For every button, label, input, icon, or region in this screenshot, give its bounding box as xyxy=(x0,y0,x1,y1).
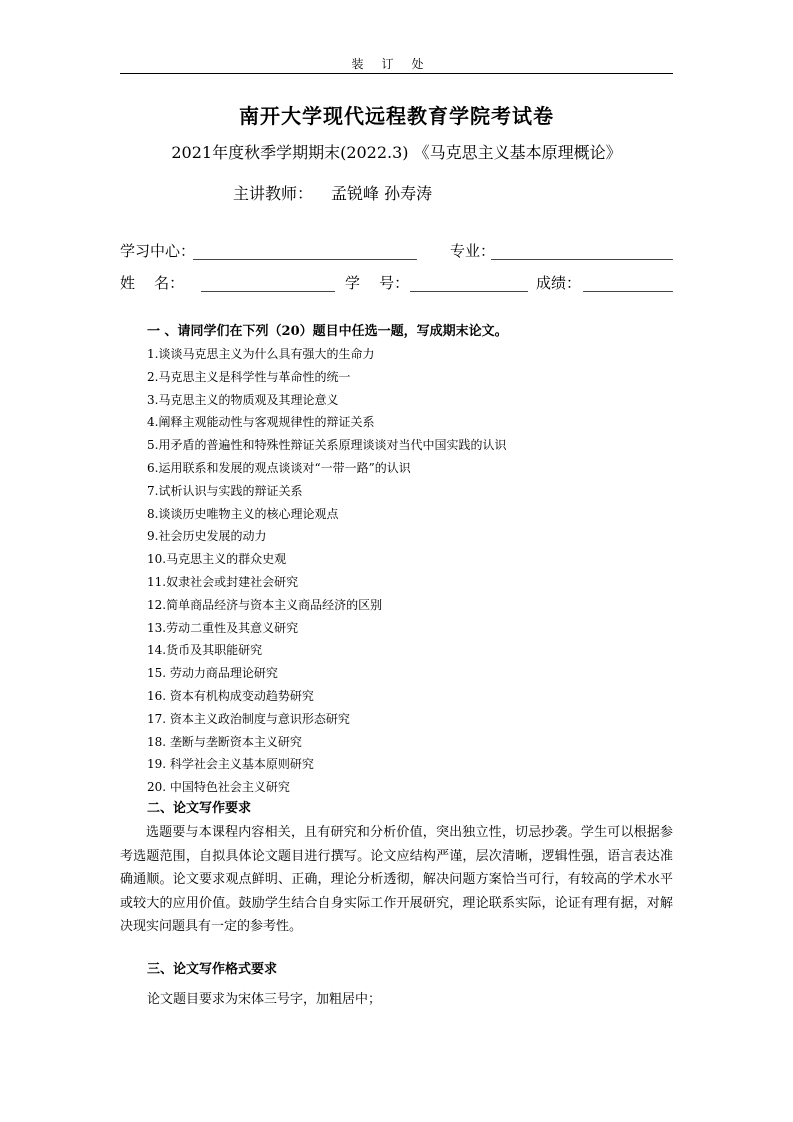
center-field[interactable] xyxy=(193,259,417,260)
exam-subtitle: 2021年度秋季学期期末(2022.3) 《马克思主义基本原理概论》 xyxy=(171,143,622,162)
topic-item: 16. 资本有机构成变动趋势研究 xyxy=(147,688,314,703)
topic-item: 18. 垄断与垄断资本主义研究 xyxy=(147,734,302,749)
topic-item: 15. 劳动力商品理论研究 xyxy=(147,666,278,681)
topic-item: 12.简单商品经济与资本主义商品经济的区别 xyxy=(147,597,383,612)
name-label: 姓 名： xyxy=(120,274,185,292)
exam-title: 南开大学现代远程教育学院考试卷 xyxy=(239,104,554,128)
major-label: 专业： xyxy=(450,242,496,260)
teacher-names: 孟锐峰 孙寿涛 xyxy=(331,184,433,203)
teacher-label: 主讲教师： xyxy=(233,184,314,203)
section-1-heading: 一 、请同学们在下列（20）题目中任选一题，写成期末论文。 xyxy=(147,324,508,339)
score-label: 成绩： xyxy=(536,274,582,292)
topic-item: 19. 科学社会主义基本原则研究 xyxy=(147,757,314,772)
topic-item: 20. 中国特色社会主义研究 xyxy=(147,780,290,795)
name-field[interactable] xyxy=(201,291,335,292)
teacher-line xyxy=(233,181,432,204)
section-3-heading: 三、论文写作格式要求 xyxy=(147,962,278,977)
topic-item: 9.社会历史发展的动力 xyxy=(147,529,267,544)
topic-item: 14.货币及其职能研究 xyxy=(147,643,263,658)
topic-item: 3.马克思主义的物质观及其理论意义 xyxy=(147,392,339,407)
section-2-heading: 二、论文写作要求 xyxy=(147,801,252,816)
topic-item: 13.劳动二重性及其意义研究 xyxy=(147,620,299,635)
topic-item: 4.阐释主观能动性与客观规律性的辩证关系 xyxy=(147,415,375,430)
topic-item: 11.奴隶社会或封建社会研究 xyxy=(147,574,299,589)
topic-item: 17. 资本主义政治制度与意识形态研究 xyxy=(147,711,350,726)
topic-item: 10.马克思主义的群众史观 xyxy=(147,552,287,567)
student-id-field[interactable] xyxy=(410,291,528,292)
topic-item: 5.用矛盾的普遍性和特殊性辩证关系原理谈谈对当代中国实践的认识 xyxy=(147,438,507,453)
section-3-body: 论文题目要求为宋体三号字，加粗居中； xyxy=(147,992,382,1007)
major-field[interactable] xyxy=(491,259,673,260)
topic-item: 2.马克思主义是科学性与革命性的统一 xyxy=(147,369,351,384)
topic-item: 6.运用联系和发展的观点谈谈对“一带一路”的认识 xyxy=(147,460,411,475)
info-row-2 xyxy=(120,272,673,296)
topic-list xyxy=(147,343,667,799)
topic-item: 8.谈谈历史唯物主义的核心理论观点 xyxy=(147,506,339,521)
section-2-body: 选题要与本课程内容相关，且有研究和分析价值，突出独立性，切忌抄袭。学生可以根据参考选题范围，自拟具体论文题目进行撰写。论文应结构严谨，层次清晰，逻辑性强，语言表达准确通顺。论文要求观点鲜明、正确，理论分析透彻，解决问题方案恰当可行，有较高的学术水平或较大的应用价值。鼓励学生结合自身实际工作开展研究，理论联系实际，论证有理有据，对解决现实问题具有一定的参考性。 xyxy=(120,825,673,934)
binding-rule xyxy=(120,73,673,74)
topic-item: 1.谈谈马克思主义为什么具有强大的生命力 xyxy=(147,347,375,361)
topic-item: 7.试析认识与实践的辩证关系 xyxy=(147,483,303,498)
info-row-1 xyxy=(120,240,673,264)
student-id-label: 学 号： xyxy=(345,274,410,292)
score-field[interactable] xyxy=(583,291,673,292)
center-label: 学习中心： xyxy=(120,242,196,260)
binding-margin-label: 装订处 xyxy=(351,57,442,71)
